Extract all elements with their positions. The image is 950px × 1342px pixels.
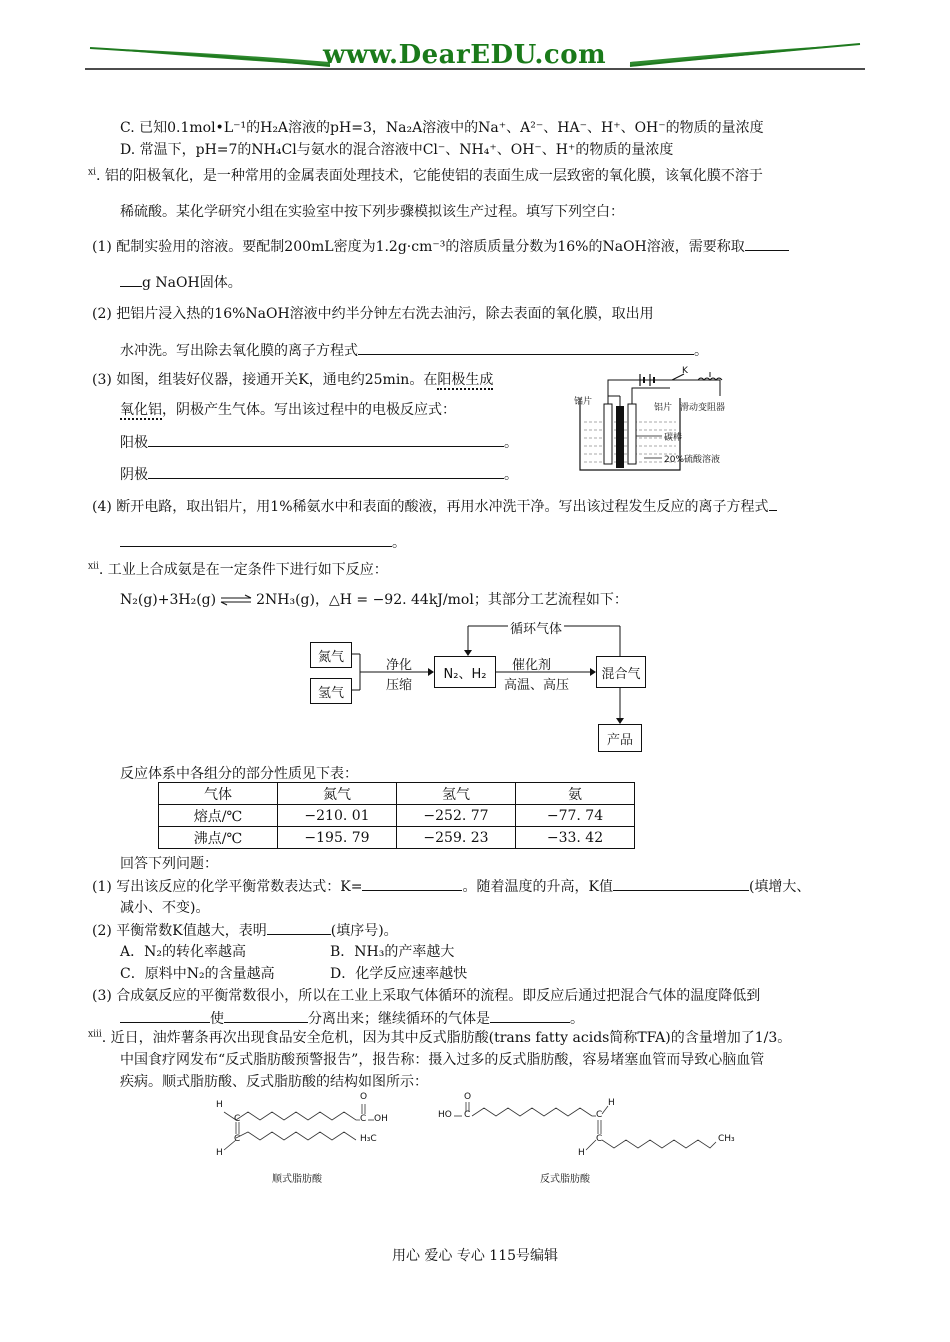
option-c: C．原料中N₂的含量越高: [120, 966, 275, 982]
apparatus-drawing-icon: [570, 366, 750, 476]
electrolysis-apparatus: [570, 366, 750, 476]
flow-label-purify: 净化: [386, 658, 413, 673]
atom-label: C: [360, 1114, 367, 1124]
equation-left: N₂(g)+3H₂(g): [120, 592, 217, 608]
atom-label: O: [464, 1092, 472, 1102]
acid-solution-label: 20%硫酸溶液: [664, 455, 721, 465]
answer-blank[interactable]: [769, 496, 777, 511]
punctuation: 。: [504, 435, 518, 451]
flow-box-n2-h2: N₂、H₂: [434, 656, 496, 688]
flow-box-mixed-gas: 混合气: [596, 656, 646, 688]
atom-label: H: [608, 1098, 615, 1108]
table-intro: 反应体系中各组分的部分性质见下表：: [120, 766, 358, 782]
atom-label: C: [464, 1110, 471, 1120]
flow-label-catalyst: 催化剂: [512, 658, 552, 673]
emphasis-text: 氧化铝: [120, 402, 162, 418]
flow-label-compress: 压缩: [386, 678, 413, 693]
table-cell: −259. 23: [397, 827, 516, 849]
atom-label: C: [234, 1134, 241, 1144]
question-text: . 铝的阳极氧化，是一种常用的金属表面处理技术，它能使铝的表面生成一层致密的氧化膜，该氧化膜不溶于: [95, 168, 763, 184]
left-plate-label: 铝片: [574, 397, 593, 407]
answer-blank[interactable]: [120, 1008, 210, 1023]
atom-label: H: [216, 1148, 223, 1158]
step-text: (3) 如图，组装好仪器，接通开关K，通电约25min。在: [92, 372, 438, 388]
table-cell: 熔点/℃: [159, 805, 278, 827]
part-text: (填增大、: [748, 879, 811, 895]
answer-blank[interactable]: [148, 464, 504, 479]
step-text: (4) 断开电路，取出铝片，用1%稀氨水中和表面的酸液，再用水冲洗干净。写出该过程发生反应的离子方程式: [92, 499, 769, 515]
step-text: 水冲洗。写出除去氧化膜的离子方程式: [120, 343, 358, 359]
option-b: B．NH₃的产率越大: [330, 944, 455, 960]
part-1-line1: [92, 876, 810, 897]
table-cell: −77. 74: [516, 805, 635, 827]
punctuation: 。: [694, 343, 708, 359]
step-1-line2: [120, 272, 242, 293]
anode-line: [120, 432, 518, 453]
table-cell: 沸点/℃: [159, 827, 278, 849]
part-1-line2: 减小、不变)。: [120, 900, 210, 916]
rheostat-label: 滑动变阻器: [680, 403, 726, 413]
cathode-label: 阴极: [120, 467, 148, 483]
emphasis-text: 阳极生成: [437, 372, 494, 388]
answer-blank[interactable]: [613, 876, 749, 891]
step-3-line2: [120, 400, 456, 420]
anode-label: 阳极: [120, 435, 148, 451]
process-flow-diagram: [300, 616, 660, 756]
answer-blank[interactable]: [224, 1008, 308, 1023]
part-3-line2: [120, 1008, 584, 1029]
cis-structure-drawing-icon: [210, 1092, 400, 1172]
atom-label: OH: [374, 1114, 388, 1124]
table-header-cell: 氨: [516, 783, 635, 805]
question-xii-line1: [88, 560, 388, 580]
step-text: (1) 配制实验用的溶液。要配制200mL密度为1.2g·cm⁻³的溶质质量分数为16%的NaOH溶液，需要称取: [92, 239, 745, 255]
question-xiii-line2: 中国食疗网发布“反式脂肪酸预警报告”，报告称：摄入过多的反式脂肪酸，容易堵塞血管而导致心脑血管: [120, 1052, 765, 1068]
table-cell: −33. 42: [516, 827, 635, 849]
punctuation: 。: [392, 535, 406, 551]
answer-blank[interactable]: [362, 876, 462, 891]
table-cell: −210. 01: [278, 805, 397, 827]
table-row: [159, 827, 635, 849]
gas-properties-table: [158, 782, 635, 849]
table-header-cell: 氢气: [397, 783, 516, 805]
flow-label-conditions: 高温、高压: [504, 678, 570, 693]
table-header-cell: 氮气: [278, 783, 397, 805]
question-xiii-line3: 疾病。顺式脂肪酸、反式脂肪酸的结构如图所示：: [120, 1074, 428, 1090]
cathode-line: [120, 464, 518, 485]
atom-label: C: [234, 1114, 241, 1124]
site-logo-text: www.DearEDU.com: [323, 40, 607, 70]
header-banner: [85, 38, 865, 72]
question-xi-line2: 稀硫酸。某化学研究小组在实验室中按下列步骤模拟该生产过程。填写下列空白：: [120, 204, 624, 220]
flow-label-recycle: 循环气体: [508, 618, 564, 637]
step-1-line1: [92, 236, 789, 257]
part-2-line: [92, 920, 398, 941]
right-plate-label: 铝片: [654, 403, 673, 413]
atom-label: C: [596, 1134, 603, 1144]
trans-label: 反式脂肪酸: [540, 1174, 590, 1185]
answer-blank[interactable]: [267, 920, 331, 935]
part-text: (1) 写出该反应的化学平衡常数表达式：K=: [92, 879, 363, 895]
table-cell: −252. 77: [397, 805, 516, 827]
table-header-cell: 气体: [159, 783, 278, 805]
table-header-row: [159, 783, 635, 805]
question-xiii-line1: [88, 1028, 791, 1048]
step-2-line1: (2) 把铝片浸入热的16%NaOH溶液中约半分钟左右洗去油污，除去表面的氧化膜，取出用: [92, 306, 654, 322]
step-2-line2: [120, 340, 708, 361]
flow-box-hydrogen: 氢气: [310, 678, 352, 704]
equation-right: 2NH₃(g)，△H = −92. 44kJ/mol；其部分工艺流程如下：: [256, 592, 628, 608]
option-c-line: C. 已知0.1mol•L⁻¹的H₂A溶液的pH=3，Na₂A溶液中的Na⁺、A²⁻、HA⁻、H⁺、OH⁻的物质的量浓度: [120, 120, 764, 136]
option-a: A．N₂的转化率越高: [120, 944, 246, 960]
step-3-line1: [92, 370, 493, 390]
answer-blank[interactable]: [358, 340, 694, 355]
question-xi-line1: [88, 166, 763, 186]
atom-label: H: [578, 1148, 585, 1158]
answer-blank[interactable]: [120, 532, 392, 547]
reaction-equation: [120, 590, 628, 610]
flow-box-product: 产品: [598, 724, 642, 752]
atom-label: CH₃: [718, 1134, 735, 1144]
equilibrium-arrow-icon: [219, 594, 253, 606]
table-row: [159, 805, 635, 827]
punctuation: 。: [570, 1011, 584, 1027]
part-text: 。随着温度的升高，K值: [462, 879, 613, 895]
answer-blank[interactable]: [745, 236, 789, 251]
cis-label: 顺式脂肪酸: [272, 1174, 322, 1185]
atom-label: O: [360, 1092, 368, 1102]
option-d-line: D. 常温下，pH=7的NH₄Cl与氨水的混合溶液中Cl⁻、NH₄⁺、OH⁻、H⁺的物质的量浓度: [120, 142, 674, 158]
step-4-line2: [120, 532, 406, 553]
question-text: . 工业上合成氨是在一定条件下进行如下反应：: [98, 562, 388, 578]
step-4-line1: [92, 496, 777, 517]
question-number: xii: [88, 561, 99, 572]
flow-box-nitrogen: 氮气: [310, 642, 352, 668]
table-cell: −195. 79: [278, 827, 397, 849]
step-text: ，阴极产生气体。写出该过程中的电极反应式：: [162, 402, 456, 418]
answer-blank[interactable]: [490, 1008, 570, 1023]
question-text: . 近日，油炸薯条再次出现食品安全危机，因为其中反式脂肪酸(trans fatty acids简称TFA)的含量增加了1/3。: [101, 1030, 792, 1046]
trans-fatty-acid-structure: [436, 1092, 746, 1188]
part-text: (2) 平衡常数K值越大，表明: [92, 923, 267, 939]
atom-label: C: [596, 1110, 603, 1120]
step-text: g NaOH固体。: [142, 275, 242, 291]
answer-prompt: 回答下列问题：: [120, 856, 218, 872]
part-text: 分离出来；继续循环的气体是: [308, 1011, 490, 1027]
atom-label: H: [216, 1100, 223, 1110]
punctuation: 。: [504, 467, 518, 483]
atom-label: H₃C: [360, 1134, 377, 1144]
switch-label: K: [682, 366, 688, 376]
trans-structure-drawing-icon: [436, 1092, 746, 1172]
page-footer: 用心 爱心 专心 115号编辑: [391, 1248, 559, 1264]
question-number: xiii: [88, 1029, 102, 1040]
part-text: (填序号)。: [330, 923, 398, 939]
cis-fatty-acid-structure: [210, 1092, 400, 1188]
answer-blank[interactable]: [148, 432, 504, 447]
answer-blank[interactable]: [120, 272, 142, 287]
atom-label: HO: [438, 1110, 452, 1120]
question-number: xi: [88, 167, 96, 178]
part-3-line1: (3) 合成氨反应的平衡常数很小，所以在工业上采取气体循环的流程。即反应后通过把混合气体的温度降低到: [92, 988, 761, 1004]
carbon-rod-label: 碳棒: [664, 433, 683, 443]
option-d: D．化学反应速率越快: [330, 966, 468, 982]
part-text: 使: [210, 1011, 224, 1027]
